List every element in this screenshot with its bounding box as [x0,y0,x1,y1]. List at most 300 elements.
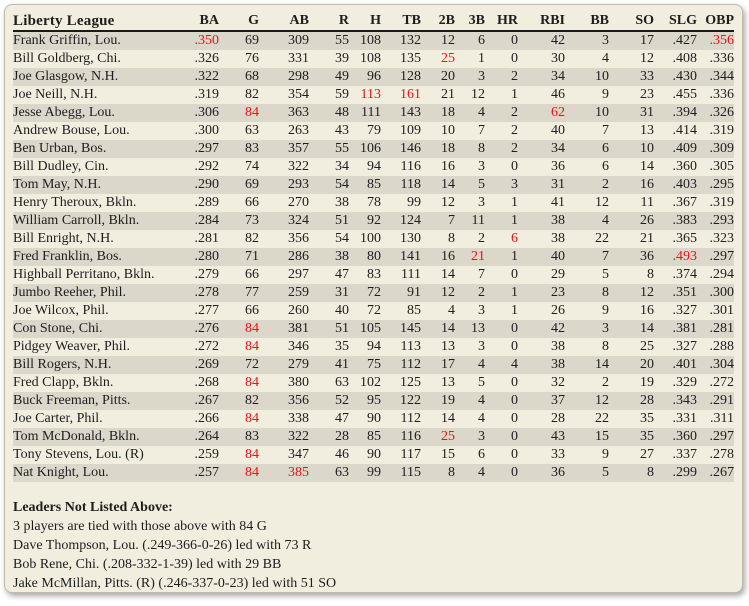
column-header-h: H [349,12,381,31]
stat-cell: 38 [551,339,565,354]
stat-cell: 5 [602,267,609,282]
stat-cell: 18 [421,104,455,122]
stat-cell: 22 [595,231,609,246]
stat-cell: .289 [194,195,219,210]
player-name: Frank Griffin, Lou. [13,31,167,50]
stat-cell: 66 [245,303,259,318]
stat-cell: 99 [349,464,381,482]
stat-cell: 2 [565,176,609,194]
stat-cell: 113 [360,87,381,102]
stat-cell: 2 [455,284,485,302]
stat-cell: 309 [259,31,309,50]
stat-cell: 14 [421,176,455,194]
stat-cell: .300 [194,123,219,138]
stat-cell: 12 [609,284,654,302]
stat-cell: 16 [441,159,455,174]
stat-cell: 27 [640,447,654,462]
stat-cell: 4 [455,356,485,374]
table-row [13,446,734,464]
table-body [13,31,734,482]
stat-cell: 118 [381,176,421,194]
stat-cell: 3 [485,176,518,194]
stat-cell: .293 [697,212,734,230]
stat-cell: .409 [654,140,697,158]
stat-cell: 20 [609,356,654,374]
stat-cell: 82 [245,231,259,246]
stat-cell: 0 [485,428,518,446]
stat-cell: 92 [349,212,381,230]
stat-cell: 21 [455,248,485,266]
stat-cell: 47 [335,267,349,282]
stat-cell: 34 [335,159,349,174]
stat-cell: 18 [421,140,455,158]
stat-cell: .281 [194,231,219,246]
column-header-ab: AB [259,12,309,31]
stat-cell: 12 [565,392,609,410]
table-row [13,302,734,320]
stat-cell: .266 [194,411,219,426]
stat-cell: 3 [478,339,485,354]
stat-cell: 381 [259,320,309,338]
stat-cell: 346 [288,339,309,354]
table-row [13,104,734,122]
stat-cell: 85 [349,428,381,446]
stat-cell: 16 [421,248,455,266]
column-header-slg: SLG [654,12,697,31]
column-header-so: SO [609,12,654,31]
stat-cell: 11 [455,212,485,230]
stat-cell: .336 [709,51,734,66]
stat-cell: 6 [511,231,518,246]
stat-cell: 7 [478,123,485,138]
column-header-r: R [309,12,349,31]
stat-cell: .304 [697,356,734,374]
stat-cell: .294 [709,267,734,282]
column-header-ba: BA [167,12,219,31]
stat-cell: 3 [565,320,609,338]
stat-cell: 8 [647,267,654,282]
stat-cell: .329 [672,375,697,390]
stat-cell: 356 [288,231,309,246]
stat-cell: 6 [565,140,609,158]
stat-cell: 0 [511,51,518,66]
player-name: Tony Stevens, Lou. (R) [13,447,144,462]
stat-cell: 34 [518,68,565,86]
stat-cell: .309 [697,140,734,158]
table-row [13,374,734,392]
stat-cell: 34 [518,140,565,158]
stat-cell: 29 [551,267,565,282]
stat-cell: 100 [360,231,381,246]
stat-cell: 0 [485,320,518,338]
stat-cell: 62 [518,104,565,122]
stat-cell: 31 [609,104,654,122]
stat-cell: 38 [335,195,349,210]
stat-cell: 69 [219,176,259,194]
stat-cell: 135 [400,51,421,66]
stat-cell: 59 [335,87,349,102]
stat-cell: 82 [219,392,259,410]
stat-cell: 43 [335,123,349,138]
stat-cell: .344 [697,68,734,86]
stat-cell: .327 [672,303,697,318]
stat-cell: 3 [565,31,609,50]
stat-cell: 19 [421,392,455,410]
stat-cell: 0 [511,375,518,390]
stat-cell: 40 [551,123,565,138]
stat-cell: .272 [194,339,219,354]
league-title: Liberty League [13,12,167,31]
stat-cell: 23 [518,284,565,302]
stat-cell: .267 [167,392,219,410]
stat-cell: .268 [194,375,219,390]
stat-cell: 0 [485,31,518,50]
stat-cell: .326 [697,104,734,122]
stat-cell: 11 [640,195,654,210]
stat-cell: 21 [441,87,455,102]
stat-cell: 10 [441,123,455,138]
stat-cell: .343 [654,392,697,410]
stat-cell: .331 [672,411,697,426]
stat-cell: 84 [219,464,259,482]
stat-cell: 322 [259,428,309,446]
stat-cell: 55 [309,31,349,50]
column-header-obp: OBP [697,12,734,31]
stat-cell: 25 [441,51,455,66]
stat-cell: 41 [309,356,349,374]
stat-cell: 8 [455,140,485,158]
stat-cell: .300 [697,284,734,302]
stat-cell: 63 [309,464,349,482]
stat-cell: 259 [259,284,309,302]
stat-cell: .257 [167,464,219,482]
leaders-note-line: Bob Rene, Chi. (.208-332-1-39) led with 29 BB [13,557,282,572]
player-name: Buck Freeman, Pitts. [13,392,167,410]
table-row [13,284,734,302]
stat-cell: .279 [194,267,219,282]
stat-cell: 1 [485,284,518,302]
table-row [13,248,734,266]
stat-cell: .278 [167,284,219,302]
stat-cell: .288 [709,339,734,354]
stat-cell: 48 [309,104,349,122]
table-row [13,338,734,356]
player-name: Tom May, N.H. [13,176,167,194]
column-header-3b: 3B [455,12,485,31]
stat-cell: 4 [565,212,609,230]
stat-cell: 96 [349,68,381,86]
stat-cell: 28 [309,428,349,446]
stat-cell: 85 [349,176,381,194]
stat-cell: 0 [511,339,518,354]
stat-cell: 94 [367,159,381,174]
player-name: Jesse Abegg, Lou. [13,104,167,122]
stat-cell: .455 [672,87,697,102]
stat-cell: 116 [381,428,421,446]
stat-cell: 55 [309,140,349,158]
stat-cell: .394 [654,104,697,122]
stat-cell: 363 [259,104,309,122]
stat-cell: .327 [672,339,697,354]
stat-cell: 12 [471,87,485,102]
stat-cell: 94 [367,339,381,354]
stat-cell: 0 [485,464,518,482]
stat-cell: 40 [335,303,349,318]
stat-cell: 3 [455,68,485,86]
stat-cell: .351 [654,284,697,302]
stat-cell: .408 [672,51,697,66]
stat-cell: 7 [421,212,455,230]
player-name: Andrew Bouse, Lou. [13,123,130,138]
stat-cell: 10 [609,140,654,158]
leaders-note-heading: Leaders Not Listed Above: [13,500,173,515]
stat-cell: 1 [511,303,518,318]
table-row [13,356,734,374]
stat-cell: 0 [485,392,518,410]
stat-cell: 6 [455,31,485,50]
stat-cell: 2 [602,375,609,390]
stat-cell: 46 [551,87,565,102]
stat-cell: .367 [672,195,697,210]
stat-cell: 12 [441,195,455,210]
stat-cell: 354 [288,87,309,102]
stat-cell: 33 [609,68,654,86]
player-name: Henry Theroux, Bkln. [13,195,137,210]
player-name: Con Stone, Chi. [13,320,167,338]
stat-cell: 77 [219,284,259,302]
stat-cell: 12 [640,51,654,66]
stat-cell: 0 [511,159,518,174]
stat-cell: 35 [335,339,349,354]
column-header-hr: HR [485,12,518,31]
stat-cell: .356 [697,31,734,50]
stat-cell: 297 [288,267,309,282]
stat-cell: 38 [518,212,565,230]
stat-cell: .319 [194,87,219,102]
table-row [13,392,734,410]
stat-cell: 9 [602,87,609,102]
stat-cell: 0 [511,447,518,462]
leaders-note-section [13,498,734,593]
player-name: Jumbo Reeher, Phil. [13,284,167,302]
stat-cell: 16 [609,176,654,194]
stat-cell: 73 [219,212,259,230]
stat-cell: .269 [167,356,219,374]
player-name: Joe Carter, Phil. [13,411,103,426]
stat-cell: 13 [455,320,485,338]
stat-cell: .427 [654,31,697,50]
stat-cell: 79 [367,123,381,138]
stat-cell: .305 [709,159,734,174]
stat-cell: 36 [518,464,565,482]
stat-cell: 72 [219,356,259,374]
stat-cell: 91 [381,284,421,302]
stat-cell: .278 [709,447,734,462]
stat-cell: 7 [565,248,609,266]
stat-cell: 143 [381,104,421,122]
stat-cell: .311 [710,411,734,426]
stat-cell: 83 [219,140,259,158]
stat-cell: 35 [609,428,654,446]
stat-cell: 85 [407,303,421,318]
stat-cell: 13 [441,375,455,390]
player-name: Fred Franklin, Bos. [13,248,167,266]
stat-cell: .290 [167,176,219,194]
batting-leaders-table [13,12,734,482]
stat-cell: 322 [288,159,309,174]
stat-cell: 338 [288,411,309,426]
stat-cell: 102 [360,375,381,390]
stat-cell: 51 [309,320,349,338]
stat-cell: 8 [602,339,609,354]
stat-cell: 6 [478,447,485,462]
stat-cell: 4 [602,51,609,66]
stat-cell: 8 [448,231,455,246]
stat-cell: 13 [640,123,654,138]
stat-cell: 0 [511,267,518,282]
stat-cell: 4 [478,411,485,426]
stat-cell: 26 [551,303,565,318]
stat-cell: 4 [455,464,485,482]
stat-cell: 83 [367,267,381,282]
stat-cell: 49 [309,68,349,86]
stat-cell: 357 [259,140,309,158]
table-row [13,140,734,158]
stat-cell: 260 [288,303,309,318]
stat-cell: 63 [245,123,259,138]
stat-cell: .277 [194,303,219,318]
stat-cell: 25 [640,339,654,354]
stat-cell: .381 [654,320,697,338]
column-header-rbi: RBI [518,12,565,31]
player-name: Joe Neill, N.H. [13,87,98,102]
stat-cell: 78 [367,195,381,210]
stat-cell: 3 [478,303,485,318]
stat-cell: .401 [654,356,697,374]
stat-cell: 71 [219,248,259,266]
stat-cell: 54 [335,231,349,246]
stat-cell: 4 [485,356,518,374]
stat-cell: 40 [518,248,565,266]
stat-cell: .336 [709,87,734,102]
stat-cell: 112 [400,411,421,426]
stat-cell: 116 [400,159,421,174]
stat-cell: 20 [421,68,455,86]
stat-cell: 35 [640,411,654,426]
stat-cell: .323 [709,231,734,246]
table-header-row [13,12,734,31]
stat-cell: 10 [565,68,609,86]
stat-cell: 112 [381,356,421,374]
stat-cell: 84 [245,447,259,462]
stat-cell: 4 [448,303,455,318]
stat-cell: 84 [245,411,259,426]
stat-cell: 17 [421,356,455,374]
stat-cell: 105 [349,320,381,338]
table-row [13,194,734,212]
stat-cell: 84 [245,339,259,354]
stat-cell: 43 [518,428,565,446]
stat-cell: .272 [709,375,734,390]
stat-cell: 132 [381,31,421,50]
stat-cell: 68 [219,68,259,86]
stat-cell: 39 [335,51,349,66]
stat-cell: .267 [697,464,734,482]
player-name: Fred Clapp, Bkln. [13,375,114,390]
stat-cell: 99 [407,195,421,210]
stat-cell: 95 [349,392,381,410]
stat-cell: 74 [245,159,259,174]
stat-cell: 51 [309,212,349,230]
table-row [13,428,734,446]
stat-cell: 41 [551,195,565,210]
stat-cell: 347 [288,447,309,462]
stat-cell: 36 [551,159,565,174]
stat-cell: .291 [697,392,734,410]
stat-cell: .281 [697,320,734,338]
stat-cell: 52 [309,392,349,410]
stat-cell: 3 [478,195,485,210]
stat-cell: .259 [194,447,219,462]
stat-cell: .306 [167,104,219,122]
stat-cell: 1 [511,87,518,102]
stat-cell: 32 [551,375,565,390]
player-name: Ben Urban, Bos. [13,140,167,158]
stat-cell: .292 [194,159,219,174]
player-name: Tom McDonald, Bkln. [13,428,167,446]
table-row [13,266,734,284]
stat-cell: 12 [421,284,455,302]
player-name: Bill Enright, N.H. [13,231,114,246]
stat-cell: .301 [709,303,734,318]
stat-cell: 117 [400,447,421,462]
stat-cell: 21 [640,231,654,246]
table-row [13,158,734,176]
stat-cell: 2 [511,123,518,138]
stat-cell: 125 [400,375,421,390]
table-row [13,122,734,140]
stat-cell: 12 [595,195,609,210]
stat-cell: 2 [485,68,518,86]
stat-cell: .319 [709,195,734,210]
stat-cell: .280 [167,248,219,266]
player-name: Joe Glasgow, N.H. [13,68,167,86]
stat-cell: 293 [259,176,309,194]
stat-cell: 31 [518,176,565,194]
stat-cell: 42 [518,320,565,338]
column-header-g: G [219,12,259,31]
table-row [13,176,734,194]
stat-cell: .264 [167,428,219,446]
stat-cell: 23 [640,87,654,102]
stat-cell: 3 [455,428,485,446]
stat-cell: 0 [511,411,518,426]
stat-cell: .360 [654,428,697,446]
stat-cell: 145 [381,320,421,338]
stat-cell: 14 [441,267,455,282]
stat-cell: 66 [245,195,259,210]
stat-cell: 141 [381,248,421,266]
stat-cell: 9 [602,303,609,318]
stat-cell: 1 [485,248,518,266]
player-name: Bill Dudley, Cin. [13,159,109,174]
stat-cell: 82 [245,87,259,102]
stat-cell: 37 [518,392,565,410]
stat-cell: 33 [551,447,565,462]
stat-cell: 115 [381,464,421,482]
stat-cell: 9 [602,447,609,462]
stat-cell: 2 [478,231,485,246]
